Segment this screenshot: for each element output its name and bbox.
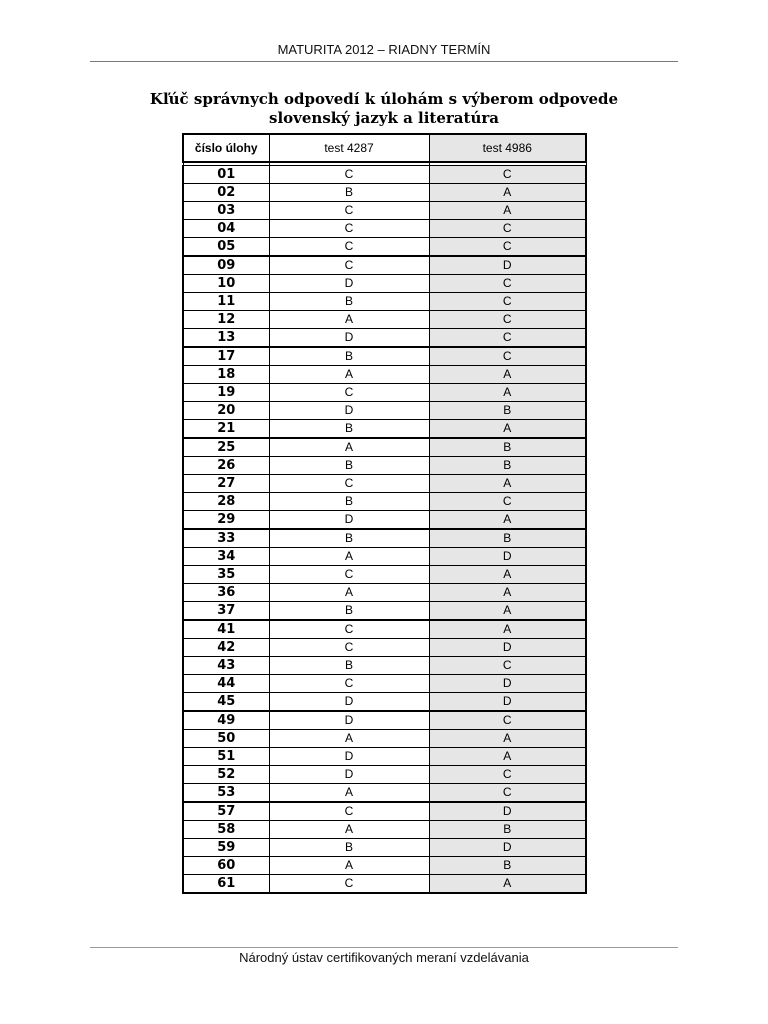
table-row: [183, 457, 586, 475]
answer-test-4986-cell: B: [429, 457, 586, 475]
document-title: [90, 90, 678, 128]
table-row: [183, 748, 586, 766]
answer-test-4287-cell: A: [269, 584, 429, 602]
answer-test-4986-cell: C: [429, 329, 586, 348]
answer-test-4287-cell: C: [269, 220, 429, 238]
answer-test-4287-cell: B: [269, 529, 429, 548]
task-number-cell: 27: [183, 475, 269, 493]
answer-test-4986-cell: A: [429, 748, 586, 766]
task-number-cell: 26: [183, 457, 269, 475]
task-number-cell: 10: [183, 275, 269, 293]
title-line-1: Kľúč správnych odpovedí k úlohám s výberom odpovede: [149, 90, 619, 108]
answer-test-4986-cell: C: [429, 493, 586, 511]
task-number-cell: 41: [183, 620, 269, 639]
answer-test-4287-cell: B: [269, 657, 429, 675]
answer-test-4287-cell: C: [269, 202, 429, 220]
table-row: [183, 329, 586, 348]
answer-test-4986-cell: C: [429, 311, 586, 329]
task-number-cell: 02: [183, 184, 269, 202]
task-number-cell: 33: [183, 529, 269, 548]
table-row: [183, 875, 586, 894]
task-number-cell: 49: [183, 711, 269, 730]
answer-test-4986-cell: A: [429, 202, 586, 220]
answer-test-4986-cell: C: [429, 657, 586, 675]
answer-test-4986-cell: D: [429, 256, 586, 275]
table-row: [183, 693, 586, 712]
table-row: [183, 347, 586, 366]
table-row: [183, 730, 586, 748]
task-number-cell: 20: [183, 402, 269, 420]
table-row: [183, 384, 586, 402]
table-row: [183, 475, 586, 493]
answer-test-4986-cell: B: [429, 529, 586, 548]
answer-test-4287-cell: D: [269, 329, 429, 348]
answer-test-4287-cell: C: [269, 238, 429, 257]
task-number-cell: 60: [183, 857, 269, 875]
answer-test-4986-cell: C: [429, 347, 586, 366]
answer-test-4986-cell: C: [429, 784, 586, 803]
table-row: [183, 584, 586, 602]
table-row: [183, 256, 586, 275]
table-row: [183, 202, 586, 220]
answer-test-4986-cell: A: [429, 602, 586, 621]
task-number-cell: 37: [183, 602, 269, 621]
task-number-cell: 57: [183, 802, 269, 821]
task-number-cell: 45: [183, 693, 269, 712]
task-number-cell: 58: [183, 821, 269, 839]
task-number-cell: 11: [183, 293, 269, 311]
answer-test-4986-cell: A: [429, 566, 586, 584]
table-row: [183, 802, 586, 821]
answer-test-4287-cell: C: [269, 384, 429, 402]
answer-test-4287-cell: A: [269, 311, 429, 329]
task-number-cell: 21: [183, 420, 269, 439]
table-row: [183, 602, 586, 621]
task-number-cell: 12: [183, 311, 269, 329]
task-number-cell: 42: [183, 639, 269, 657]
table-row: [183, 311, 586, 329]
task-number-cell: 35: [183, 566, 269, 584]
task-number-cell: 53: [183, 784, 269, 803]
table-row: [183, 711, 586, 730]
table-header-row: [183, 134, 586, 162]
table-row: [183, 275, 586, 293]
task-number-cell: 51: [183, 748, 269, 766]
answer-test-4986-cell: A: [429, 620, 586, 639]
task-number-cell: 43: [183, 657, 269, 675]
answer-test-4986-cell: B: [429, 402, 586, 420]
table-row: [183, 511, 586, 530]
answer-test-4986-cell: A: [429, 475, 586, 493]
answer-test-4986-cell: C: [429, 166, 586, 184]
answer-test-4287-cell: C: [269, 675, 429, 693]
task-number-cell: 36: [183, 584, 269, 602]
answer-test-4986-cell: A: [429, 875, 586, 894]
answer-test-4986-cell: C: [429, 293, 586, 311]
answer-test-4986-cell: D: [429, 693, 586, 712]
answer-test-4287-cell: D: [269, 511, 429, 530]
answer-test-4287-cell: C: [269, 875, 429, 894]
answer-test-4287-cell: B: [269, 602, 429, 621]
table-row: [183, 821, 586, 839]
answer-test-4986-cell: C: [429, 220, 586, 238]
task-number-cell: 29: [183, 511, 269, 530]
table-row: [183, 402, 586, 420]
answer-test-4287-cell: D: [269, 766, 429, 784]
table-row: [183, 438, 586, 457]
table-row: [183, 548, 586, 566]
answer-test-4287-cell: A: [269, 784, 429, 803]
task-number-cell: 13: [183, 329, 269, 348]
answer-test-4986-cell: C: [429, 275, 586, 293]
table-row: [183, 639, 586, 657]
answer-test-4287-cell: A: [269, 821, 429, 839]
table-row: [183, 293, 586, 311]
answer-test-4287-cell: C: [269, 256, 429, 275]
answer-test-4287-cell: D: [269, 693, 429, 712]
table-row: [183, 675, 586, 693]
table-row: [183, 420, 586, 439]
table-row: [183, 493, 586, 511]
answer-test-4986-cell: D: [429, 548, 586, 566]
header-rule: [90, 61, 678, 62]
answer-test-4287-cell: A: [269, 438, 429, 457]
task-number-cell: 28: [183, 493, 269, 511]
answer-test-4287-cell: A: [269, 857, 429, 875]
task-number-cell: 59: [183, 839, 269, 857]
task-number-cell: 01: [183, 166, 269, 184]
answer-test-4986-cell: A: [429, 730, 586, 748]
answer-test-4986-cell: C: [429, 766, 586, 784]
answer-test-4287-cell: A: [269, 366, 429, 384]
footer-rule: [90, 947, 678, 948]
answer-test-4287-cell: B: [269, 493, 429, 511]
task-number-cell: 50: [183, 730, 269, 748]
answer-test-4986-cell: D: [429, 839, 586, 857]
answer-test-4986-cell: B: [429, 857, 586, 875]
page-header: MATURITA 2012 – RIADNY TERMÍN: [277, 42, 491, 57]
table-row: [183, 857, 586, 875]
table-row: [183, 184, 586, 202]
table-row: [183, 566, 586, 584]
table-row: [183, 657, 586, 675]
table-row: [183, 839, 586, 857]
answer-test-4287-cell: B: [269, 293, 429, 311]
answer-test-4287-cell: A: [269, 730, 429, 748]
table-row: [183, 529, 586, 548]
table-row: [183, 766, 586, 784]
task-number-cell: 25: [183, 438, 269, 457]
task-number-cell: 52: [183, 766, 269, 784]
task-number-cell: 18: [183, 366, 269, 384]
answer-table-body: [183, 166, 586, 894]
table-row: [183, 220, 586, 238]
task-number-cell: 17: [183, 347, 269, 366]
answer-test-4986-cell: B: [429, 821, 586, 839]
answer-test-4287-cell: A: [269, 548, 429, 566]
answer-test-4986-cell: A: [429, 420, 586, 439]
answer-test-4986-cell: B: [429, 438, 586, 457]
task-number-cell: 44: [183, 675, 269, 693]
answer-test-4287-cell: C: [269, 639, 429, 657]
page-footer: Národný ústav certifikovaných meraní vzdelávania: [239, 950, 529, 965]
answer-test-4986-cell: A: [429, 511, 586, 530]
answer-test-4986-cell: A: [429, 184, 586, 202]
column-header-task-number: číslo úlohy: [183, 134, 269, 162]
answer-test-4986-cell: D: [429, 802, 586, 821]
answer-test-4287-cell: B: [269, 839, 429, 857]
answer-test-4986-cell: A: [429, 384, 586, 402]
answer-test-4287-cell: D: [269, 402, 429, 420]
answer-test-4287-cell: C: [269, 475, 429, 493]
answer-test-4986-cell: C: [429, 238, 586, 257]
task-number-cell: 05: [183, 238, 269, 257]
column-header-test-4287: test 4287: [269, 134, 429, 162]
answer-test-4986-cell: C: [429, 711, 586, 730]
answer-test-4287-cell: D: [269, 748, 429, 766]
answer-key-table: [182, 133, 587, 894]
title-line-2: slovenský jazyk a literatúra: [269, 109, 499, 127]
answer-test-4287-cell: D: [269, 275, 429, 293]
answer-test-4986-cell: D: [429, 675, 586, 693]
answer-test-4287-cell: B: [269, 184, 429, 202]
answer-test-4287-cell: B: [269, 420, 429, 439]
answer-test-4986-cell: A: [429, 366, 586, 384]
answer-test-4986-cell: D: [429, 639, 586, 657]
task-number-cell: 09: [183, 256, 269, 275]
table-row: [183, 784, 586, 803]
task-number-cell: 03: [183, 202, 269, 220]
table-row: [183, 366, 586, 384]
table-row: [183, 166, 586, 184]
answer-test-4287-cell: C: [269, 802, 429, 821]
task-number-cell: 34: [183, 548, 269, 566]
answer-test-4287-cell: C: [269, 620, 429, 639]
answer-test-4287-cell: C: [269, 166, 429, 184]
column-header-test-4986: test 4986: [429, 134, 586, 162]
answer-test-4287-cell: C: [269, 566, 429, 584]
task-number-cell: 19: [183, 384, 269, 402]
answer-test-4287-cell: B: [269, 457, 429, 475]
answer-test-4986-cell: A: [429, 584, 586, 602]
table-row: [183, 620, 586, 639]
answer-test-4287-cell: D: [269, 711, 429, 730]
task-number-cell: 04: [183, 220, 269, 238]
answer-test-4287-cell: B: [269, 347, 429, 366]
task-number-cell: 61: [183, 875, 269, 894]
table-row: [183, 238, 586, 257]
